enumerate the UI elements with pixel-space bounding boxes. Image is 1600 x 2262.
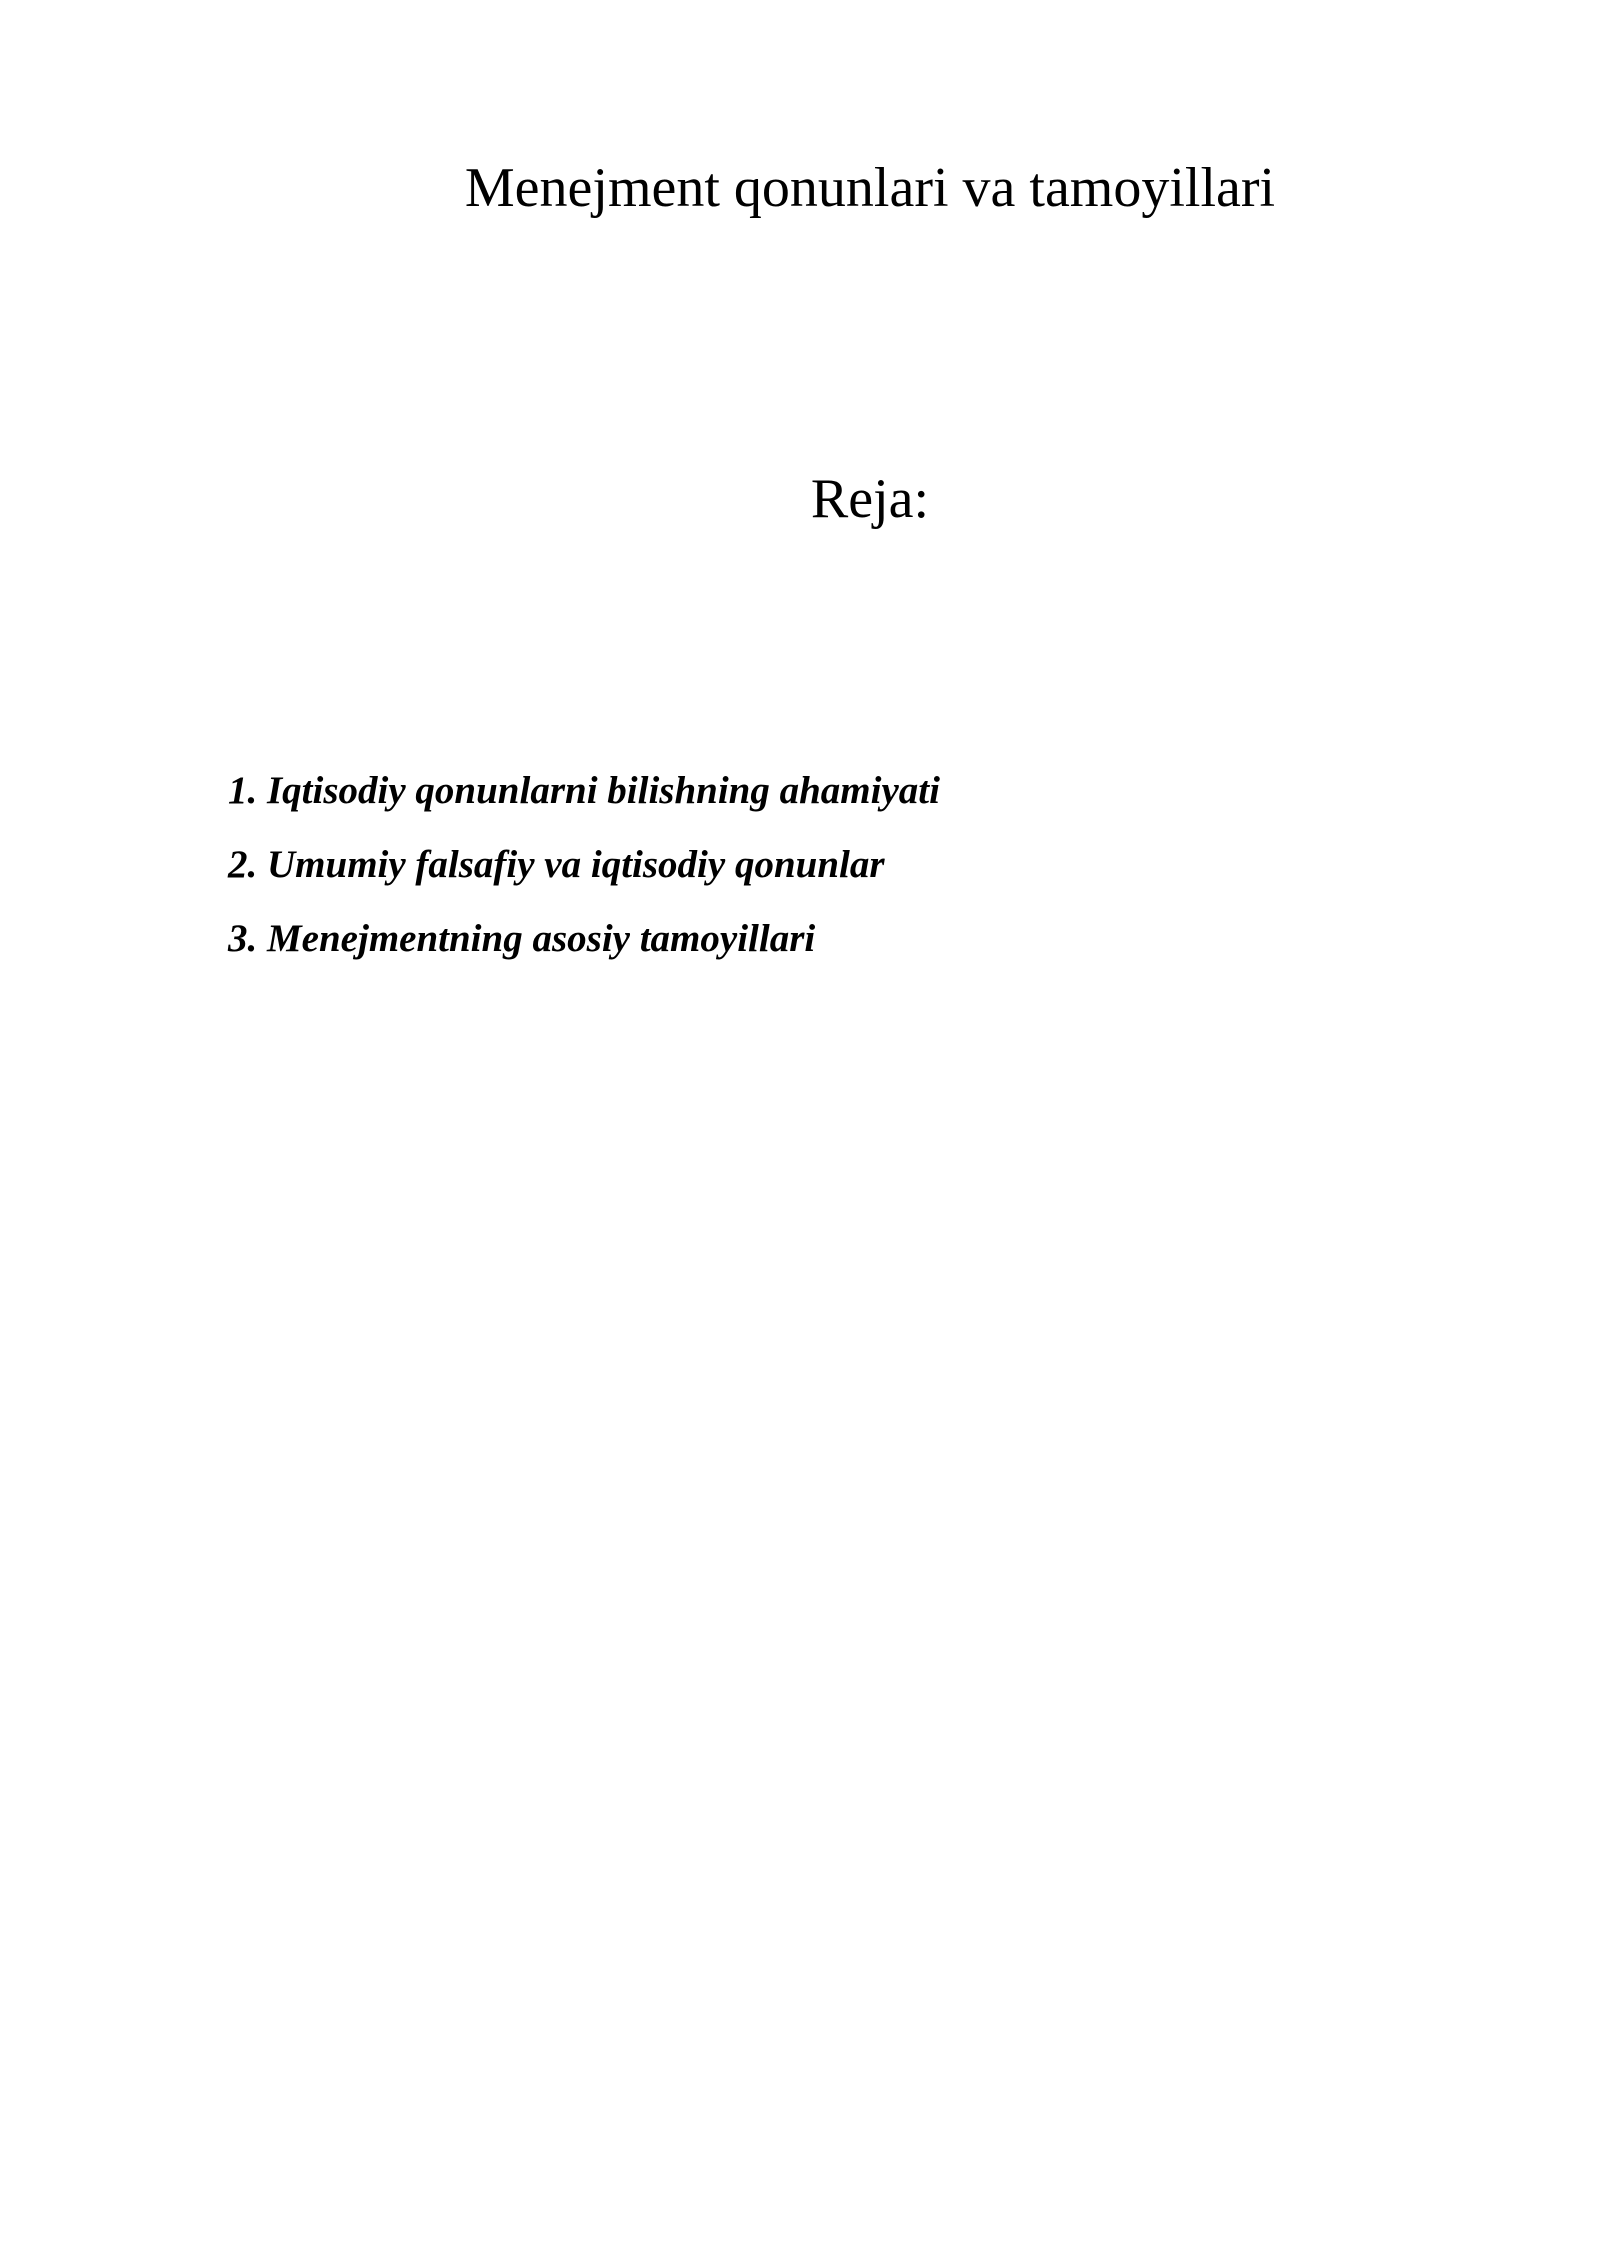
plan-heading: Reja: — [810, 468, 930, 530]
plan-item: 2. Umumiy falsafiy va iqtisodiy qonunlar — [228, 843, 885, 886]
document-title: Menejment qonunlari va tamoyillari — [464, 157, 1276, 219]
plan-item: 1. Iqtisodiy qonunlarni bilishning ahamiyati — [228, 769, 940, 812]
plan-list — [228, 768, 940, 990]
plan-item: 3. Menejmentning asosiy tamoyillari — [228, 917, 816, 960]
